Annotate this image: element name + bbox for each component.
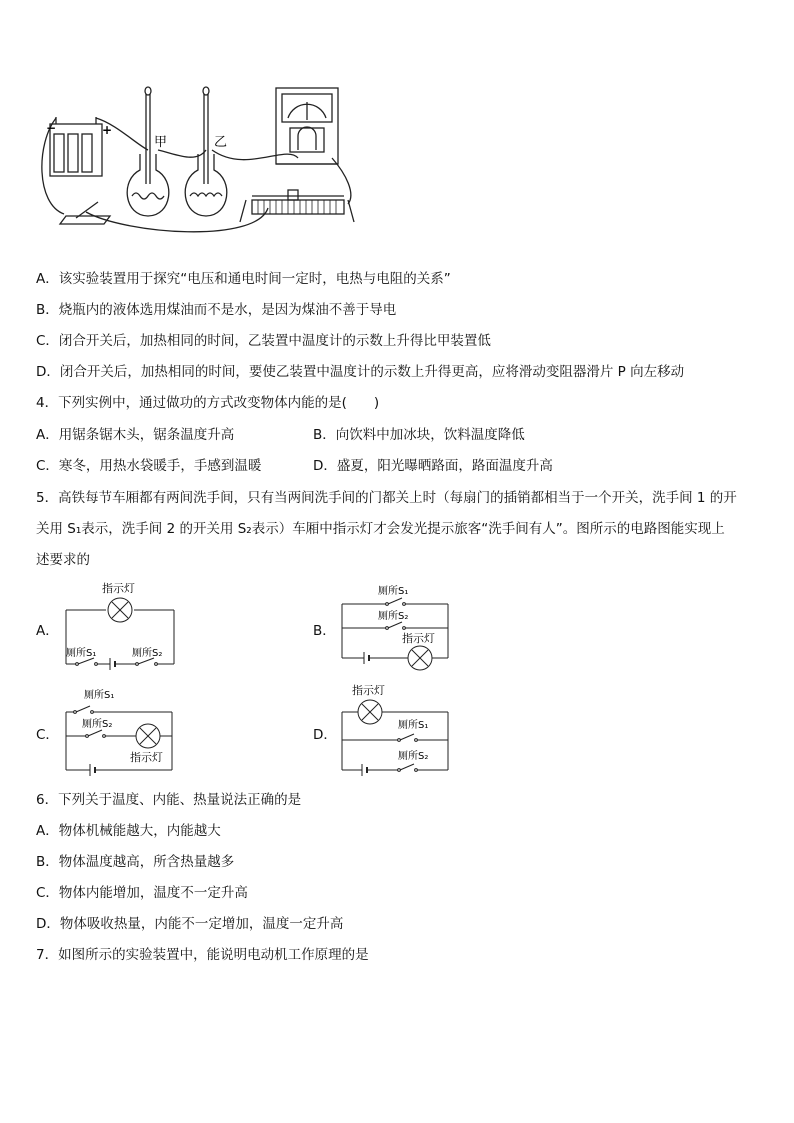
rheostat-icon [240,190,354,222]
switch-s2-icon [398,764,418,771]
switch-s1-icon [398,734,418,741]
switch-s1-icon [76,658,98,665]
q7-stem: 7．如图所示的实验装置中，能说明电动机工作原理的是 [36,947,369,963]
q4-stem: 4．下列实例中，通过做功的方式改变物体内能的是( ) [36,395,380,411]
lamp-icon [108,598,132,622]
battery-icon [110,658,115,670]
q3-option-d: D．闭合开关后，加热相同的时间，要使乙装置中温度计的示数上升得更高，应将滑动变阻器滑片 P 向左移动 [36,364,685,380]
q6-option-a: A．物体机械能越大，内能越大 [36,823,221,839]
q5-option-b-label: B． [313,623,336,639]
q6-option-b: B．物体温度越高，所含热量越多 [36,854,235,870]
experiment-apparatus-figure [36,84,376,244]
battery-icon [90,764,95,776]
circuit-a-diagram [60,578,180,670]
q6-stem: 6．下列关于温度、内能、热量说法正确的是 [36,792,302,808]
circuit-c-diagram [60,684,180,776]
label-yi: 乙 [214,135,228,150]
q3-option-a: A．该实验装置用于探究“电压和通电时间一定时，电热与电阻的关系” [36,271,451,287]
battery-minus-label: − [46,121,57,135]
s2-label: 厕所S₂ [378,611,409,622]
q4-option-d: D．盛夏，阳光曝晒路面，路面温度升高 [313,458,553,474]
lamp-icon [358,700,382,724]
switch-icon [60,202,110,224]
q5-option-a-label: A． [36,623,59,639]
lamp-label: 指示灯 [402,632,435,645]
battery-icon [50,117,102,176]
lamp-icon [136,724,160,748]
switch-s2-icon [86,730,106,737]
q6-option-c: C．物体内能增加，温度不一定升高 [36,885,248,901]
flask-yi-icon [185,87,227,216]
q5-option-c-label: C． [36,727,59,743]
switch-s1-icon [386,598,406,605]
lamp-label: 指示灯 [102,582,135,595]
circuit-b-diagram [336,580,456,672]
s1-label: 厕所S₁ [84,690,115,701]
battery-icon [364,652,369,664]
switch-s1-icon [74,706,94,713]
battery-plus-label: + [102,123,113,137]
q4-option-c: C．寒冬，用热水袋暖手，手感到温暖 [36,458,262,474]
s2-label: 厕所S₂ [398,751,429,762]
q4-option-b: B．向饮料中加冰块，饮料温度降低 [313,427,525,443]
q5-option-d-label: D． [313,727,337,743]
s2-label: 厕所S₂ [132,648,163,659]
lamp-icon [408,646,432,670]
lamp-label: 指示灯 [352,684,385,697]
q4-option-a: A．用锯条锯木头，锯条温度升高 [36,427,235,443]
lamp-label: 指示灯 [130,751,163,764]
label-jia: 甲 [154,135,168,150]
q3-option-b: B．烧瓶内的液体选用煤油而不是水，是因为煤油不善于导电 [36,302,397,318]
s1-label: 厕所S₁ [398,720,429,731]
circuit-d-diagram [336,682,456,776]
s1-label: 厕所S₁ [378,586,409,597]
battery-icon [362,764,367,776]
q5-stem-line2: 关用 S₁表示，洗手间 2 的开关用 S₂表示）车厢中指示灯才会发光提示旅客“洗手间有人”。图所示的电路图能实现上 [36,521,725,537]
q6-option-d: D．物体吸收热量，内能不一定增加，温度一定升高 [36,916,344,932]
meter-icon [276,88,338,164]
switch-s2-icon [386,622,406,629]
s2-label: 厕所S₂ [82,719,113,730]
q3-option-c: C．闭合开关后，加热相同的时间，乙装置中温度计的示数上升得比甲装置低 [36,333,491,349]
switch-s2-icon [136,658,158,665]
q5-stem-line1: 5．高铁每节车厢都有两间洗手间，只有当两间洗手间的门都关上时（每扇门的插销都相当于一个开关，洗手间 1 的开 [36,490,737,506]
s1-label: 厕所S₁ [66,648,97,659]
q5-stem-line3: 述要求的 [36,552,90,568]
